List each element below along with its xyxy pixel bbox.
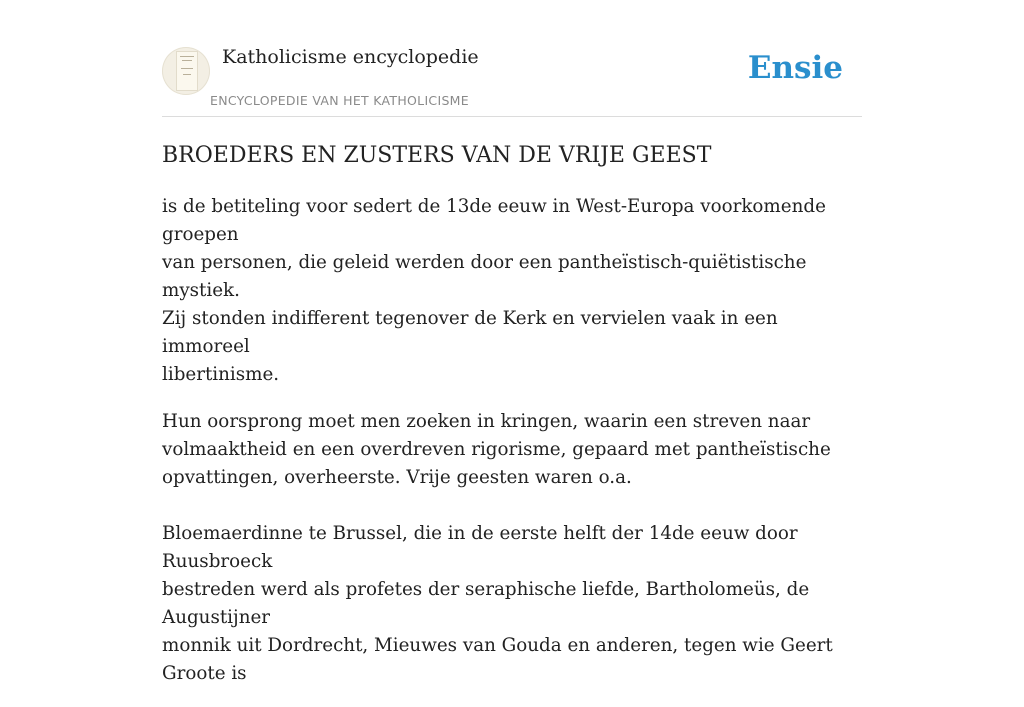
article-title: BROEDERS EN ZUSTERS VAN DE VRIJE GEEST [162,143,712,168]
site-subtitle: ENCYCLOPEDIE VAN HET KATHOLICISME [210,93,469,108]
article-body [162,193,862,688]
ensie-brand-logo[interactable]: Ensie [747,50,843,86]
content-container [162,0,862,707]
encyclopedia-logo[interactable] [162,47,210,95]
article-paragraph: is de betiteling voor sedert de 13de eeuw in West-Europa voorkomende groepen van personen, die geleid werden door een pantheïstisch-quiëtistische mystiek. Zij stonden indifferent tegenover de Kerk en vervielen vaak in een immoreel libertinisme. [162,196,826,385]
site-title[interactable]: Katholicisme encyclopedie [222,46,479,68]
site-header [162,0,862,117]
article-paragraph: Hun oorsprong moet men zoeken in kringen, waarin een streven naar volmaaktheid en een overdreven rigorisme, gepaard met pantheïstische opvattingen, overheerste. Vrije geesten waren o.a. Bloemaerdinne te Brussel, die in de eerste helft der 14de eeuw door Ruusbroeck bestreden werd als profetes der seraphische liefde, Bartholomeüs, de Augustijner monnik uit Dordrecht, Mieuwes van Gouda en anderen, tegen wie Geert Groote is [162,411,833,684]
book-cover-icon [176,51,198,91]
